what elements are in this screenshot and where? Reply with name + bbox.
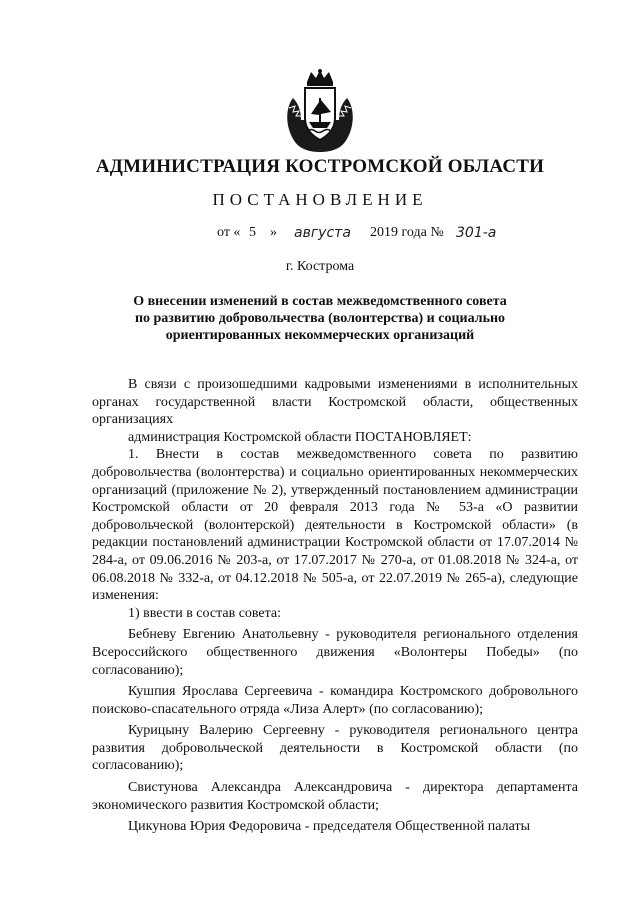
- paragraph: администрация Костромской области ПОСТАНОВЛЯЕТ:: [128, 429, 472, 445]
- document-body: [92, 376, 578, 836]
- date-month: августа: [294, 225, 351, 241]
- paragraph: Цикунова Юрия Федоровича - председателя Общественной палаты: [128, 819, 531, 835]
- document-type: ПОСТАНОВЛЕНИЕ: [212, 190, 428, 209]
- paragraph: Бебневу Евгению Анатольевну - руководителя регионального отделения Всероссийского общественного движения «Волонтеры Победы» (по согласованию);: [92, 627, 578, 678]
- coat-of-arms-icon: [283, 68, 357, 154]
- paragraph: Курицыну Валерию Сергеевну - руководителя регионального центра развития добровольческой деятельности в Костромской области (по согласованию);: [92, 723, 578, 774]
- paragraph: 1. Внести в состав межведомственного совета по развитию добровольчества (волонтерства) и социально ориентированных некоммерческих организаций (приложение № 2), утвержденный постановлением администрации Костромской области от 20 февраля 2013 года № 53-а «О развитии добровольческой (волонтерской) деятельности в Костромской области» (в редакции постановлений администрации Костромской области от 17.07.2014 № 284-а, от 09.06.2016 № 203-а, от 17.07.2017 № 270-а, от 01.08.2018 № 324-а, от 06.08.2018 № 332-а, от 04.12.2018 № 505-а, от 22.07.2019 № 265-а), следующие изменения:: [92, 447, 578, 604]
- date-day: 5: [249, 225, 256, 240]
- paragraph: 1) ввести в состав совета:: [128, 605, 282, 621]
- date-prefix: от «: [217, 225, 241, 240]
- document-subject: [112, 293, 528, 344]
- date-number-line: [0, 225, 640, 245]
- date-year: 2019 года №: [370, 225, 444, 240]
- document-number: 301-а: [456, 225, 497, 241]
- agency-title: АДМИНИСТРАЦИЯ КОСТРОМСКОЙ ОБЛАСТИ: [95, 156, 545, 177]
- subject-line: по развитию добровольчества (волонтерства) и социально: [134, 311, 506, 326]
- paragraph: Кушпия Ярослава Сергеевича - командира Костромского добровольного поисково-спасательного отряда «Лиза Алерт» (по согласованию);: [92, 684, 578, 717]
- paragraph: Свистунова Александра Александровича - директора департамента экономического развития Костромской области;: [92, 780, 578, 813]
- city: г. Кострома: [285, 259, 355, 274]
- date-close: »: [270, 225, 277, 240]
- subject-line: ориентированных некоммерческих организаций: [165, 328, 475, 343]
- subject-line: О внесении изменений в состав межведомственного совета: [133, 294, 507, 309]
- paragraph: В связи с произошедшими кадровыми изменениями в исполнительных органах государственной власти Костромской области, общественных организациях: [92, 377, 578, 428]
